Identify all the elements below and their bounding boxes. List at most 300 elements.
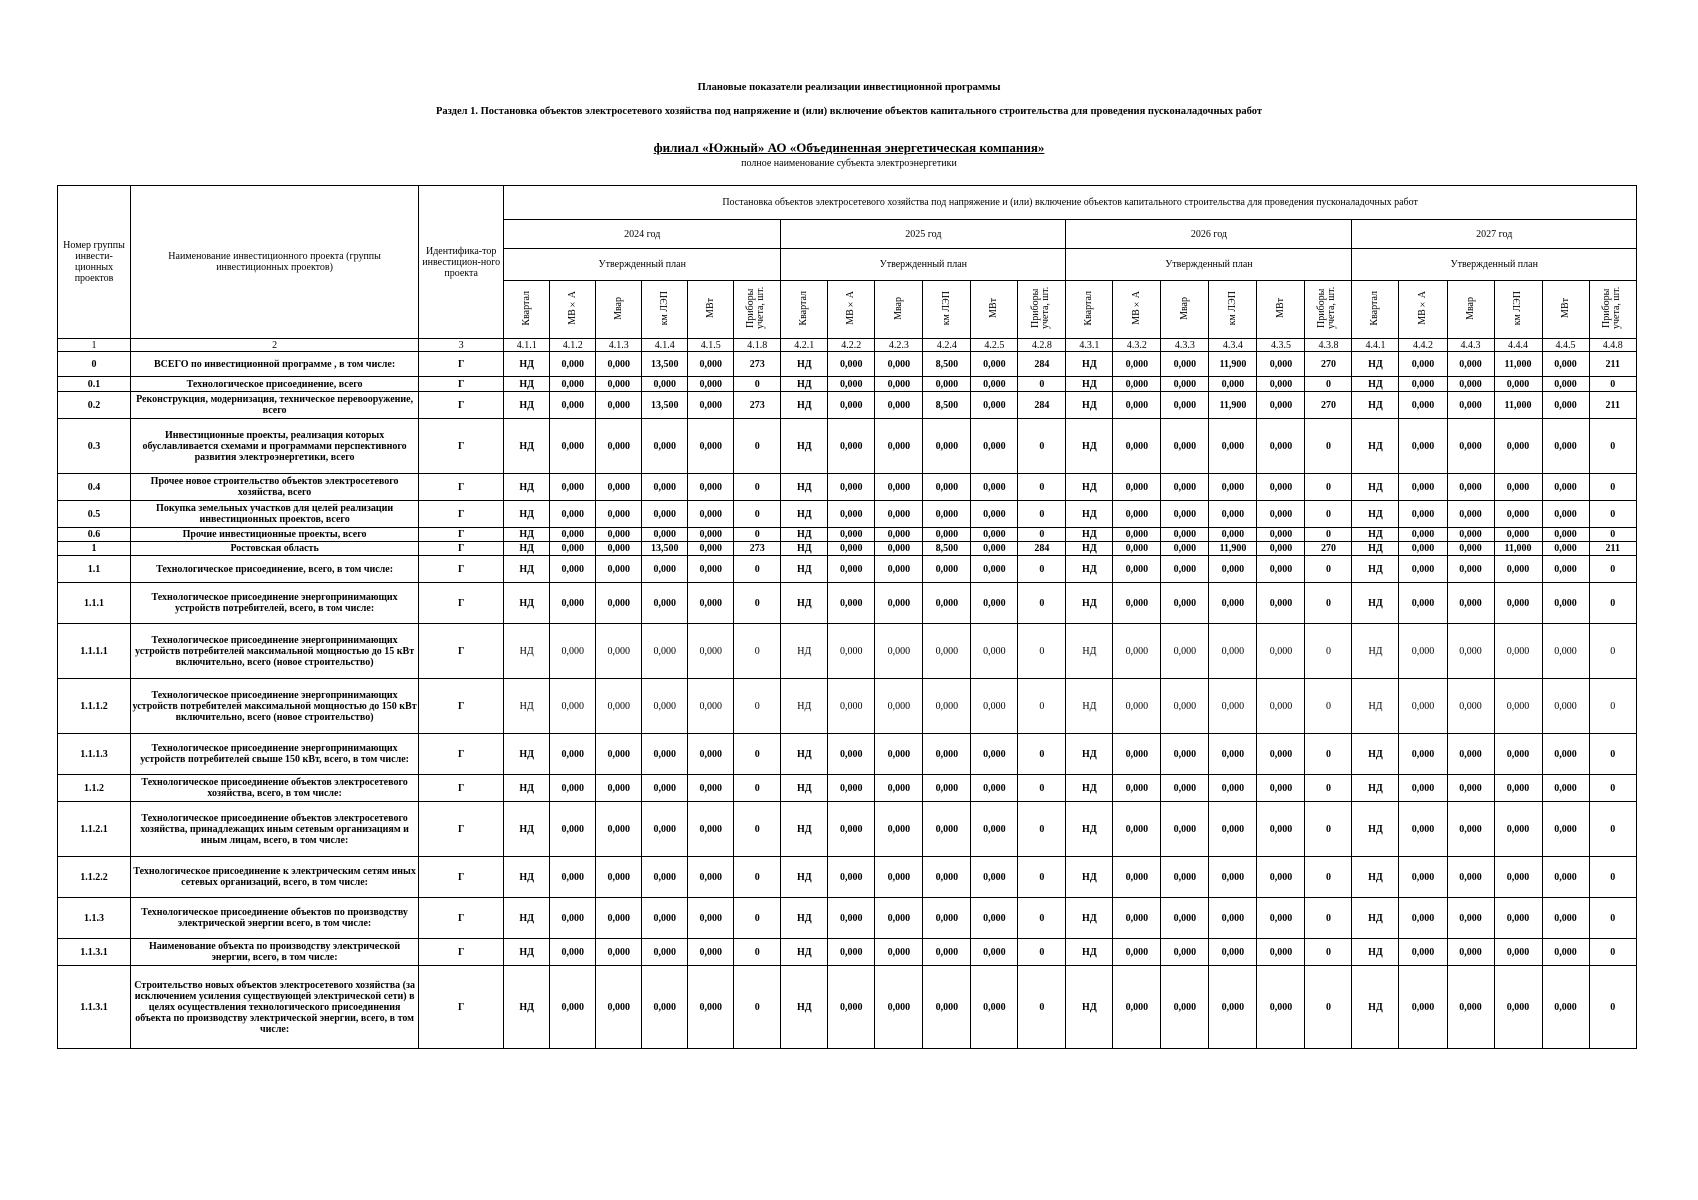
row-value: НД [1352, 583, 1399, 624]
header-unit-label: МВт [1559, 298, 1571, 318]
row-group-number: 1.1.1.1 [58, 624, 131, 679]
row-project-id: Г [419, 898, 504, 939]
row-value: 0,000 [642, 583, 688, 624]
row-project-id: Г [419, 939, 504, 966]
row-value: 0,000 [1542, 474, 1589, 501]
row-value: 0 [734, 734, 781, 775]
row-project-name: Строительство новых объектов электросетевого хозяйства (за исключением усиления существующей электрической сети) в целях осуществления технологического присоединения объекта по производству электрической энергии, всего, в том числе: [131, 966, 419, 1049]
row-value: НД [1066, 419, 1113, 474]
row-value: 0 [734, 624, 781, 679]
row-value: 0,000 [1257, 775, 1305, 802]
row-value: 0 [1589, 898, 1636, 939]
header-unit-cell [734, 281, 781, 339]
row-value: 0,000 [688, 679, 734, 734]
row-value: 0 [1305, 528, 1352, 542]
row-value: НД [1066, 775, 1113, 802]
row-group-number: 0.6 [58, 528, 131, 542]
row-value: 0,000 [688, 857, 734, 898]
row-value: 0,000 [971, 679, 1018, 734]
row-project-id: Г [419, 377, 504, 392]
row-value: 0 [734, 679, 781, 734]
row-value: 0,000 [1447, 898, 1494, 939]
row-value: 0,000 [642, 857, 688, 898]
header-unit-cell [1352, 281, 1399, 339]
row-value: 270 [1305, 352, 1352, 377]
row-value: 0,000 [1161, 501, 1209, 528]
row-value: 0,000 [1209, 857, 1257, 898]
row-value: 0,000 [1161, 898, 1209, 939]
row-value: 0 [1305, 583, 1352, 624]
row-project-id: Г [419, 802, 504, 857]
header-unit-cell [875, 281, 923, 339]
row-value: 0,000 [1257, 501, 1305, 528]
header-unit-label: Квартал [798, 290, 810, 326]
row-project-name: Технологическое присоединение объектов электросетевого хозяйства, принадлежащих иным сетевым организациям и иным лицам, всего, в том числе: [131, 802, 419, 857]
row-value: 0,000 [596, 583, 642, 624]
row-value: 0 [734, 939, 781, 966]
row-value: 0,000 [971, 775, 1018, 802]
row-value: 0,000 [828, 939, 875, 966]
row-value: НД [504, 377, 550, 392]
row-value: 0,000 [550, 624, 596, 679]
row-value: 0,000 [923, 734, 971, 775]
row-value: 270 [1305, 542, 1352, 556]
row-value: 0,000 [1113, 556, 1161, 583]
row-value: 0,000 [642, 474, 688, 501]
row-value: 0,000 [1257, 583, 1305, 624]
row-value: 0,000 [1209, 624, 1257, 679]
row-value: 0,000 [1161, 857, 1209, 898]
row-value: 0 [734, 898, 781, 939]
row-value: 0 [1305, 775, 1352, 802]
row-value: 0 [1305, 802, 1352, 857]
row-value: 0,000 [875, 802, 923, 857]
row-value: НД [504, 624, 550, 679]
header-unit-cell [596, 281, 642, 339]
header-unit-label: км ЛЭП [658, 290, 670, 326]
row-value: 0,000 [1447, 679, 1494, 734]
row-value: 0 [734, 419, 781, 474]
header-year-2026: 2026 год [1066, 220, 1352, 249]
column-number: 4.2.2 [828, 339, 875, 352]
row-value: 0,000 [1542, 734, 1589, 775]
row-project-name: Технологическое присоединение объектов по производству электрической энергии всего, в том числе: [131, 898, 419, 939]
row-value: 0,000 [1113, 624, 1161, 679]
row-value: 0,000 [1542, 679, 1589, 734]
header-unit-label: МВ×А [1416, 291, 1428, 325]
row-value: 0,000 [550, 352, 596, 377]
header-unit-cell [642, 281, 688, 339]
row-value: 0,000 [828, 679, 875, 734]
header-unit-label: МВ×А [566, 291, 578, 325]
column-number: 1 [58, 339, 131, 352]
row-value: 0,000 [596, 802, 642, 857]
row-value: 0 [734, 528, 781, 542]
row-value: 0 [734, 474, 781, 501]
row-value: 0 [1018, 857, 1066, 898]
table-row [58, 939, 1637, 966]
row-value: 0 [1589, 624, 1636, 679]
row-value: 0,000 [1399, 352, 1447, 377]
row-value: НД [1066, 679, 1113, 734]
row-value: 0,000 [1447, 802, 1494, 857]
header-unit-label: км ЛЭП [1512, 290, 1524, 326]
row-value: 13,500 [642, 352, 688, 377]
row-value: 0,000 [1494, 775, 1542, 802]
row-value: 0,000 [1113, 501, 1161, 528]
row-value: 0 [734, 857, 781, 898]
row-value: НД [1352, 352, 1399, 377]
row-value: 0,000 [1494, 501, 1542, 528]
row-value: 0,000 [1209, 419, 1257, 474]
row-value: 0 [734, 377, 781, 392]
row-value: НД [1066, 501, 1113, 528]
row-value: НД [1066, 898, 1113, 939]
row-value: НД [781, 679, 828, 734]
row-value: 0,000 [875, 352, 923, 377]
row-value: 0,000 [875, 528, 923, 542]
table-row [58, 501, 1637, 528]
row-value: НД [1066, 802, 1113, 857]
header-year-2027: 2027 год [1352, 220, 1637, 249]
row-value: 273 [734, 542, 781, 556]
header-unit-cell [1257, 281, 1305, 339]
row-value: 0,000 [596, 857, 642, 898]
row-value: 0 [1305, 857, 1352, 898]
row-value: 0,000 [1161, 392, 1209, 419]
row-value: 0,000 [1113, 734, 1161, 775]
row-value: 0,000 [1161, 542, 1209, 556]
row-value: 0,000 [875, 377, 923, 392]
row-value: 0,000 [875, 679, 923, 734]
column-number: 4.1.5 [688, 339, 734, 352]
row-project-id: Г [419, 583, 504, 624]
row-value: 0,000 [1399, 624, 1447, 679]
row-value: 0,000 [1257, 542, 1305, 556]
table-row [58, 352, 1637, 377]
column-number: 4.2.3 [875, 339, 923, 352]
row-value: 0,000 [923, 474, 971, 501]
row-project-id: Г [419, 966, 504, 1049]
column-number: 4.1.8 [734, 339, 781, 352]
row-value: 0,000 [550, 474, 596, 501]
row-value: 0,000 [1399, 377, 1447, 392]
row-value: 0,000 [642, 377, 688, 392]
row-value: 0,000 [828, 898, 875, 939]
header-unit-label: Квартал [1083, 290, 1095, 326]
row-value: 0,000 [1209, 734, 1257, 775]
row-group-number: 1.1.2 [58, 775, 131, 802]
row-value: 0,000 [923, 966, 971, 1049]
row-project-name: ВСЕГО по инвестиционной программе , в том числе: [131, 352, 419, 377]
header-unit-label: Квартал [1369, 290, 1381, 326]
column-number: 4.3.3 [1161, 339, 1209, 352]
row-group-number: 1.1.3 [58, 898, 131, 939]
row-value: 0,000 [971, 352, 1018, 377]
table-row [58, 966, 1637, 1049]
row-value: НД [1352, 939, 1399, 966]
row-value: 0 [1018, 583, 1066, 624]
row-value: 0,000 [828, 542, 875, 556]
row-value: НД [781, 734, 828, 775]
table-row [58, 474, 1637, 501]
row-value: 0,000 [1542, 377, 1589, 392]
row-value: 0 [734, 966, 781, 1049]
row-project-name: Инвестиционные проекты, реализация которых обуславливается схемами и программами перспективного развития электроэнергетики, всего [131, 419, 419, 474]
row-value: 0 [1589, 966, 1636, 1049]
row-value: НД [1066, 939, 1113, 966]
header-unit-cell [1447, 281, 1494, 339]
header-project-name: Наименование инвестиционного проекта (группы инвестиционных проектов) [131, 186, 419, 339]
header-unit-label: Приборы учета, шт. [1029, 286, 1051, 330]
row-value: 0,000 [828, 775, 875, 802]
row-group-number: 0.4 [58, 474, 131, 501]
row-value: 0,000 [971, 802, 1018, 857]
row-group-number: 0.1 [58, 377, 131, 392]
row-value: НД [1066, 857, 1113, 898]
row-value: 0,000 [688, 802, 734, 857]
table-row [58, 528, 1637, 542]
row-value: 0,000 [1209, 501, 1257, 528]
row-value: 0,000 [596, 679, 642, 734]
row-value: 0,000 [550, 377, 596, 392]
row-value: 0,000 [971, 966, 1018, 1049]
header-unit-label: МВт [988, 298, 1000, 318]
row-value: 0,000 [1447, 528, 1494, 542]
row-value: 0 [1305, 679, 1352, 734]
row-value: 0,000 [596, 624, 642, 679]
row-value: 0,000 [550, 679, 596, 734]
row-value: 0,000 [1209, 775, 1257, 802]
row-value: 0,000 [1542, 528, 1589, 542]
row-value: 0,000 [642, 775, 688, 802]
row-value: 0,000 [596, 734, 642, 775]
row-value: 0,000 [596, 501, 642, 528]
header-unit-label: Мвар [892, 296, 904, 320]
column-number: 4.2.4 [923, 339, 971, 352]
row-value: 0,000 [1161, 679, 1209, 734]
row-value: 0,000 [642, 939, 688, 966]
row-project-id: Г [419, 501, 504, 528]
row-project-id: Г [419, 556, 504, 583]
row-value: 0,000 [1542, 583, 1589, 624]
table-row [58, 775, 1637, 802]
row-value: 211 [1589, 542, 1636, 556]
row-value: 0,000 [828, 352, 875, 377]
row-value: 273 [734, 392, 781, 419]
row-value: НД [504, 939, 550, 966]
row-value: 0 [1305, 624, 1352, 679]
row-value: 0,000 [1542, 556, 1589, 583]
row-value: 0,000 [828, 556, 875, 583]
row-value: 0,000 [550, 734, 596, 775]
row-value: 0,000 [1494, 966, 1542, 1049]
row-value: 0,000 [1161, 352, 1209, 377]
row-value: НД [1066, 528, 1113, 542]
header-unit-label: Мвар [1464, 296, 1476, 320]
row-value: 0,000 [971, 528, 1018, 542]
row-value: 13,500 [642, 392, 688, 419]
row-value: 0,000 [1113, 377, 1161, 392]
row-value: 0,000 [923, 679, 971, 734]
row-value: 0 [1589, 501, 1636, 528]
row-value: 0,000 [875, 939, 923, 966]
table-row [58, 556, 1637, 583]
row-value: НД [781, 542, 828, 556]
row-value: 0,000 [923, 898, 971, 939]
row-value: 0,000 [1257, 857, 1305, 898]
row-value: НД [1352, 542, 1399, 556]
header-unit-cell [1494, 281, 1542, 339]
row-value: НД [504, 501, 550, 528]
row-value: 0,000 [1494, 939, 1542, 966]
row-value: 0,000 [1113, 474, 1161, 501]
row-value: 0,000 [550, 419, 596, 474]
row-value: 11,900 [1209, 542, 1257, 556]
row-value: 0,000 [1209, 583, 1257, 624]
row-value: 0,000 [1399, 679, 1447, 734]
row-value: 0,000 [1494, 802, 1542, 857]
row-value: 0,000 [1113, 939, 1161, 966]
row-value: 0,000 [1447, 474, 1494, 501]
row-value: НД [1066, 734, 1113, 775]
row-project-id: Г [419, 624, 504, 679]
row-value: 0,000 [875, 775, 923, 802]
row-value: 0,000 [971, 898, 1018, 939]
row-value: НД [1066, 542, 1113, 556]
row-value: 0,000 [688, 392, 734, 419]
column-number: 4.1.4 [642, 339, 688, 352]
header-unit-cell [1113, 281, 1161, 339]
row-value: 0,000 [1447, 501, 1494, 528]
row-value: 0,000 [688, 898, 734, 939]
row-value: 0,000 [1257, 556, 1305, 583]
header-approved-plan: Утвержденный план [781, 249, 1066, 281]
row-value: 0,000 [550, 966, 596, 1049]
row-value: 0,000 [923, 501, 971, 528]
row-value: 13,500 [642, 542, 688, 556]
row-value: НД [781, 939, 828, 966]
row-value: 0,000 [642, 501, 688, 528]
row-value: 0 [1589, 857, 1636, 898]
row-value: 0,000 [923, 624, 971, 679]
row-value: 0 [1018, 556, 1066, 583]
row-project-name: Технологическое присоединение объектов электросетевого хозяйства, всего, в том числе: [131, 775, 419, 802]
row-value: НД [781, 556, 828, 583]
row-value: 0 [734, 556, 781, 583]
row-project-name: Прочее новое строительство объектов электросетевого хозяйства, всего [131, 474, 419, 501]
row-value: 0,000 [971, 857, 1018, 898]
row-value: 0,000 [828, 419, 875, 474]
row-value: 0 [1018, 734, 1066, 775]
row-value: 0,000 [1113, 679, 1161, 734]
header-unit-cell [688, 281, 734, 339]
row-value: 0 [734, 501, 781, 528]
row-value: 0,000 [1494, 679, 1542, 734]
row-value: 0,000 [688, 377, 734, 392]
header-row-column-numbers [58, 339, 1637, 352]
row-value: НД [504, 679, 550, 734]
table-row [58, 898, 1637, 939]
row-value: 0,000 [1161, 802, 1209, 857]
row-value: НД [1352, 624, 1399, 679]
row-value: НД [1066, 556, 1113, 583]
row-value: 0,000 [688, 775, 734, 802]
row-value: 0 [1305, 474, 1352, 501]
row-value: 0,000 [1209, 474, 1257, 501]
row-value: 0,000 [1447, 352, 1494, 377]
header-approved-plan: Утвержденный план [1352, 249, 1637, 281]
row-value: 0,000 [1494, 377, 1542, 392]
row-value: НД [781, 898, 828, 939]
row-value: 0,000 [1542, 392, 1589, 419]
row-value: НД [781, 419, 828, 474]
row-value: 0,000 [688, 583, 734, 624]
row-value: 0,000 [971, 583, 1018, 624]
header-unit-label: МВт [1274, 298, 1286, 318]
row-group-number: 0.2 [58, 392, 131, 419]
header-unit-label: км ЛЭП [1226, 290, 1238, 326]
row-value: 11,000 [1494, 352, 1542, 377]
row-value: 0,000 [923, 802, 971, 857]
row-value: 0,000 [1399, 857, 1447, 898]
row-value: 0,000 [550, 939, 596, 966]
row-value: 0,000 [1447, 624, 1494, 679]
row-value: 0,000 [550, 802, 596, 857]
row-group-number: 1.1.3.1 [58, 966, 131, 1049]
row-value: 0,000 [1399, 966, 1447, 1049]
row-group-number: 1.1.1.3 [58, 734, 131, 775]
row-value: 0,000 [1542, 857, 1589, 898]
row-value: НД [781, 583, 828, 624]
section-title: Раздел 1. Постановка объектов электросетевого хозяйства под напряжение и (или) включение объектов капитального строительства для проведения пусконаладочных работ [435, 106, 1263, 117]
row-value: 0,000 [642, 556, 688, 583]
row-project-name: Технологическое присоединение энергопринимающих устройств потребителей максимальной мощностью до 15 кВт включительно, всего (новое строительство) [131, 624, 419, 679]
plan-table [57, 185, 1637, 1049]
row-value: НД [1352, 419, 1399, 474]
row-value: 0,000 [642, 419, 688, 474]
row-value: 0,000 [1257, 734, 1305, 775]
row-value: 0,000 [875, 474, 923, 501]
row-value: 0 [1018, 966, 1066, 1049]
row-value: НД [1352, 679, 1399, 734]
row-value: 0,000 [550, 392, 596, 419]
row-value: 0,000 [875, 624, 923, 679]
row-value: 0,000 [1447, 583, 1494, 624]
row-value: 0,000 [1542, 939, 1589, 966]
row-value: 0,000 [1542, 624, 1589, 679]
row-value: НД [1352, 392, 1399, 419]
row-project-name: Технологическое присоединение энергопринимающих устройств потребителей, всего, в том числе: [131, 583, 419, 624]
row-value: 0,000 [642, 966, 688, 1049]
row-value: 0 [1305, 556, 1352, 583]
row-value: 0,000 [1399, 419, 1447, 474]
row-value: 0,000 [828, 392, 875, 419]
row-value: 0,000 [875, 734, 923, 775]
row-value: 0 [1018, 679, 1066, 734]
row-value: 0,000 [875, 542, 923, 556]
row-value: НД [781, 501, 828, 528]
header-unit-cell [1589, 281, 1636, 339]
row-value: 0,000 [875, 898, 923, 939]
row-value: 0,000 [1209, 528, 1257, 542]
row-value: НД [504, 775, 550, 802]
row-value: 0,000 [1399, 734, 1447, 775]
column-number: 4.2.5 [971, 339, 1018, 352]
row-value: 0,000 [1161, 624, 1209, 679]
row-value: 0,000 [923, 583, 971, 624]
row-value: 0,000 [971, 501, 1018, 528]
